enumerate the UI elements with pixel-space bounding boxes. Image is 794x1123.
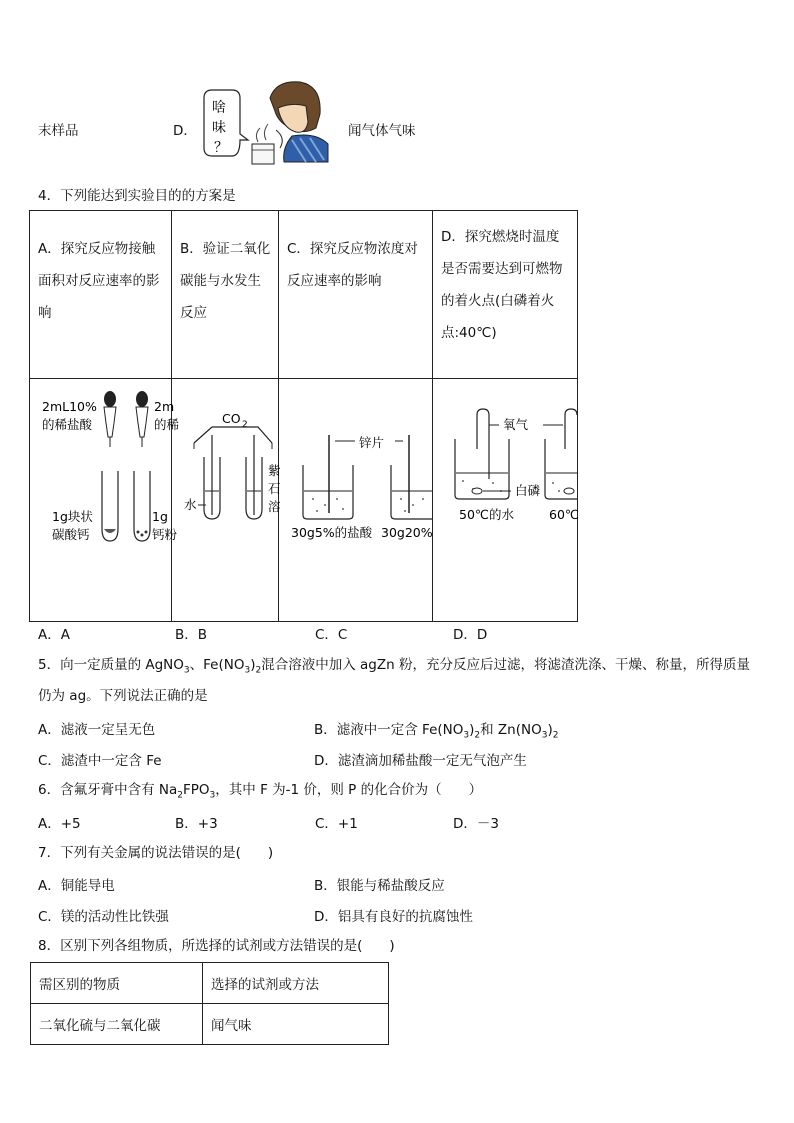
fig-a-left-acid-label: 2mL10%	[42, 399, 97, 414]
q8-table	[30, 962, 389, 1045]
q8-header-substances: 需区别的物质	[31, 963, 203, 1004]
fig-b-litmus-label-3: 溶	[268, 499, 281, 514]
q4-answer-d: D．D	[453, 627, 488, 643]
fig-d-left-water-label: 50℃的水	[459, 507, 514, 522]
fig-a-right-solid-label-2: 钙粉	[152, 527, 178, 542]
fig-b-gas-label: CO	[222, 411, 241, 426]
smelling-person-illustration	[196, 78, 336, 170]
q5-option-b: B．滤液中一定含 $Fe(NO_3)_2$和 $Zn(NO_3)_2$	[314, 722, 559, 741]
fig-d-phosphorus-label: 白磷	[515, 483, 541, 498]
q6-option-c: C．+1	[315, 816, 358, 832]
q4-experiment-table	[29, 210, 578, 622]
q4-answer-a: A．A	[38, 627, 70, 643]
q8-header-method: 选择的试剂或方法	[203, 963, 389, 1004]
fig-b-water-label: 水	[184, 497, 197, 512]
q6-option-a: A．+5	[38, 816, 81, 832]
fig-a-left-acid-label-2: 的稀盐酸	[42, 417, 93, 432]
q4-cell-c: C．探究反应物浓度对反应速率的影响	[279, 211, 433, 379]
q6-stem: 6．含氟牙膏中含有 $Na_2FPO_3$，其中 F 为-1 价，则 P 的化合价为（ ）	[38, 782, 483, 801]
fig-d-oxygen-label: 氧气	[503, 417, 529, 432]
fig-b-litmus-label-2: 石	[268, 481, 281, 496]
fig-a-right-solid-label: 1g	[152, 509, 168, 524]
q4-answer-c: C．C	[315, 627, 348, 643]
fig-b-gas-subscript: 2	[242, 420, 248, 430]
q3-option-d-letter: D．	[173, 123, 197, 139]
q3-option-c-tail: 末样品	[38, 123, 79, 139]
bubble-char-3: ？	[214, 140, 228, 156]
bubble-char-2: 味	[212, 120, 226, 136]
fig-a-left-solid-label: 1g块状	[52, 509, 93, 524]
q8-row1-substances: 二氧化硫与二氧化碳	[31, 1004, 203, 1045]
fig-c-right-acid-label: 30g20%	[381, 525, 433, 540]
q4-stem: 4．下列能达到实验目的的方案是	[38, 188, 236, 204]
q8-stem: 8．区别下列各组物质，所选择的试剂或方法错误的是( )	[38, 938, 395, 954]
q3-option-d-text: 闻气体气味	[348, 123, 416, 139]
q4-answer-b: B．B	[175, 627, 208, 643]
q4-figure-d	[433, 379, 578, 622]
q7-option-d: D．铝具有良好的抗腐蚀性	[314, 909, 473, 925]
q7-option-b: B．银能与稀盐酸反应	[314, 878, 445, 894]
q7-option-c: C．镁的活动性比铁强	[38, 909, 169, 925]
q5-option-c: C．滤渣中一定含 Fe	[38, 753, 162, 769]
q5-stem-line2: 仍为 ag。下列说法正确的是	[38, 688, 208, 704]
fig-a-right-acid-label-2: 的稀	[154, 417, 180, 432]
q4-figure-c	[279, 379, 433, 622]
fig-c-zinc-label: 锌片	[359, 435, 385, 450]
q4-cell-b: B．验证二氧化碳能与水发生反应	[172, 211, 279, 379]
q5-option-d: D．滤渣滴加稀盐酸一定无气泡产生	[314, 753, 527, 769]
q7-option-a: A．铜能导电	[38, 878, 115, 894]
fig-b-litmus-label-1: 紫	[268, 463, 281, 478]
q5-stem-line1: 5．向一定质量的 AgNO$_3$、$Fe(NO_3)_2$混合溶液中加入 agZn 粉，充分反应后过滤，将滤渣洗涤、干燥、称量，所得质量	[38, 657, 750, 676]
fig-a-right-acid-label: 2m	[154, 399, 175, 414]
q5-option-a: A．滤液一定呈无色	[38, 722, 156, 738]
q4-figure-b	[172, 379, 279, 622]
table-row	[31, 1004, 389, 1045]
fig-a-left-solid-label-2: 碳酸钙	[52, 527, 90, 542]
bubble-char-1: 啥	[212, 100, 226, 116]
q6-option-d: D．－3	[453, 816, 499, 832]
q4-figure-a	[30, 379, 180, 622]
q8-table-header-row	[31, 963, 389, 1004]
q4-cell-d: D．探究燃烧时温度是否需要达到可燃物的着火点(白磷着火点:40℃)	[433, 211, 578, 379]
fig-d-right-water-label: 60℃	[549, 507, 579, 522]
fig-c-left-acid-label: 30g5%的盐酸	[291, 525, 373, 540]
q4-cell-a: A．探究反应物接触面积对反应速率的影响	[30, 211, 172, 379]
q8-row1-method: 闻气味	[203, 1004, 389, 1045]
q6-option-b: B．+3	[175, 816, 218, 832]
q7-stem: 7．下列有关金属的说法错误的是( )	[38, 845, 274, 861]
